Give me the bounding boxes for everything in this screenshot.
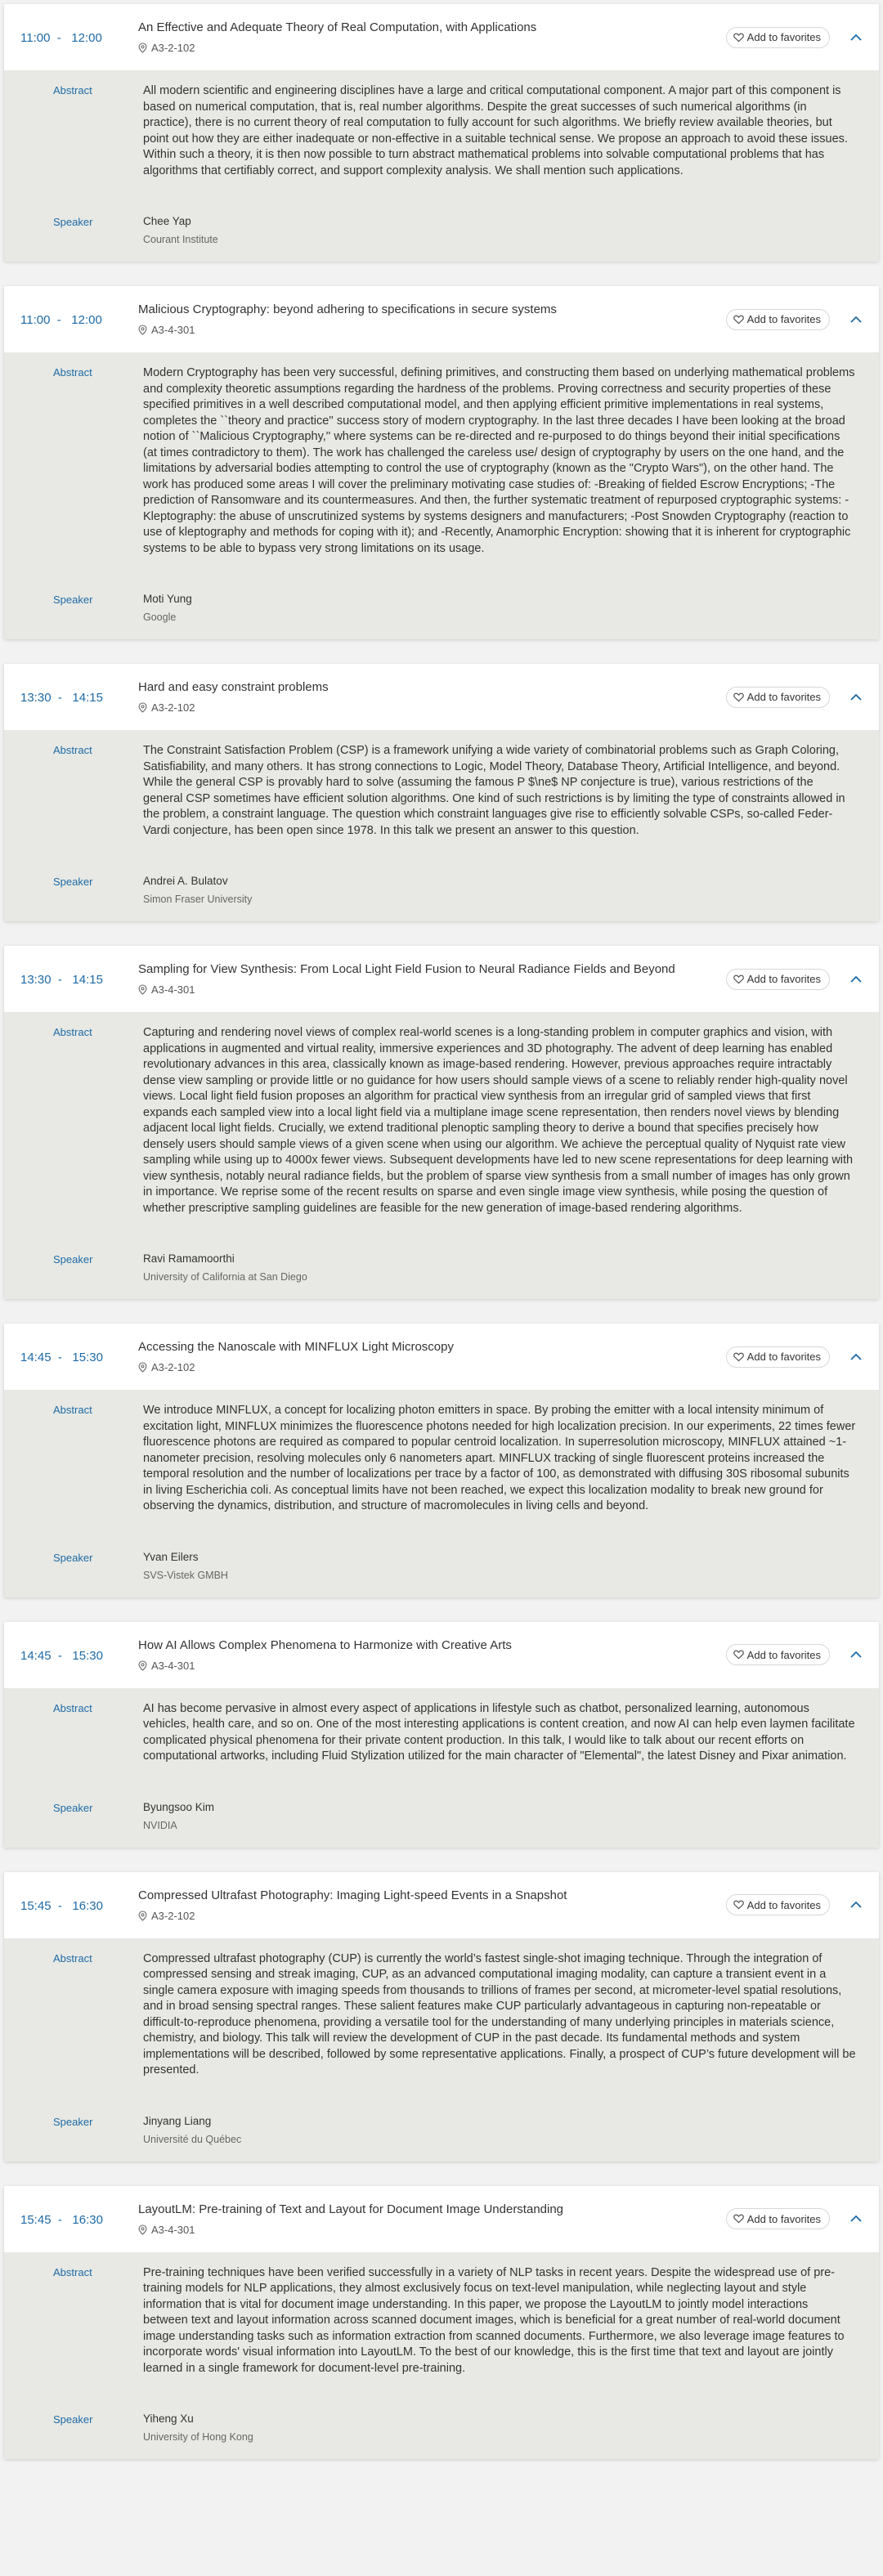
map-pin-icon: [138, 1362, 147, 1373]
add-to-favorites-button[interactable]: [726, 309, 830, 330]
session-time: [20, 1647, 138, 1663]
location-text: A3-2-102: [151, 1909, 195, 1922]
heart-outline-icon: [733, 33, 744, 43]
speaker-row: [20, 1801, 863, 1831]
abstract-text: Pre-training techniques have been verified successfully in a variety of NLP tasks in recent years. Despite the widespread use of pre-training models for NLP applications, they almost exclusively focus on text-level manipulation, while neglecting layout and style information that is vital for document image understanding. In this paper, we propose the LayoutLM to jointly model interactions between text and layout information across scanned document images, which is beneficial for a great number of real-world document image understanding tasks such as information extraction from scanned documents. Furthermore, we also leverage image features to incorporate words' visual information into LayoutLM. To the best of our knowledge, this is the first time that text and layout are jointly learned in a single framework for document-level pre-training.: [143, 2265, 845, 2375]
location-text: A3-4-301: [151, 2223, 195, 2236]
map-pin-icon: [138, 1911, 147, 1921]
end-time: 12:00: [71, 313, 102, 327]
speaker-label: Speaker: [53, 2115, 93, 2128]
session-location: [138, 1910, 726, 1922]
abstract-label: Abstract: [53, 1951, 92, 1964]
session-title: Accessing the Nanoscale with MINFLUX Light Microscopy: [138, 1340, 454, 1354]
speaker-name: Jinyang Liang: [143, 2114, 212, 2127]
session-details: [4, 70, 879, 262]
speaker-info: [143, 215, 863, 245]
session-title: Compressed Ultrafast Photography: Imaging Light-speed Events in a Snapshot: [138, 1888, 567, 1902]
speaker-affiliation: Université du Québec: [143, 2133, 242, 2145]
abstract-label: Abstract: [53, 1404, 92, 1416]
speaker-affiliation: Google: [143, 612, 177, 623]
speaker-row: [20, 1252, 863, 1283]
heart-outline-icon: [733, 1900, 744, 1910]
heart-outline-icon: [733, 692, 744, 702]
favorite-label: Add to favorites: [746, 313, 821, 325]
session-card: [4, 1872, 879, 2162]
speaker-label: Speaker: [53, 1253, 93, 1266]
speaker-name: Andrei A. Bulatov: [143, 875, 228, 887]
speaker-affiliation: Simon Fraser University: [143, 894, 253, 905]
speaker-affiliation: University of California at San Diego: [143, 1271, 307, 1283]
speaker-row: [20, 875, 863, 905]
location-text: A3-2-102: [151, 701, 195, 714]
session-time: [20, 29, 138, 45]
add-to-favorites-button[interactable]: [726, 2208, 830, 2229]
session-time: [20, 1897, 138, 1913]
session-title: Sampling for View Synthesis: From Local Light Field Fusion to Neural Radiance Fields and Beyond: [138, 962, 675, 976]
speaker-affiliation: SVS-Vistek GMBH: [143, 1569, 228, 1581]
chevron-up-icon[interactable]: [849, 1901, 863, 1909]
map-pin-icon: [138, 325, 147, 335]
speaker-name: Yvan Eilers: [143, 1550, 199, 1563]
speaker-row: [20, 2115, 863, 2145]
session-title-block: [138, 1340, 726, 1373]
abstract-label: Abstract: [53, 366, 92, 379]
heart-outline-icon: [733, 1352, 744, 1362]
speaker-info: [143, 1801, 863, 1831]
session-header[interactable]: [4, 1622, 879, 1688]
speaker-info: [143, 1252, 863, 1283]
start-time: 15:45: [20, 1898, 52, 1913]
session-location: [138, 1660, 726, 1672]
time-separator: -: [54, 1898, 69, 1913]
session-time: [20, 2211, 138, 2227]
speaker-row: [20, 593, 863, 623]
abstract-text: Capturing and rendering novel views of complex real-world scenes is a long-standing problem in computer graphics and vision, with applications in augmented and virtual reality, immersive experiences and 3D photography. The advent of deep learning has enabled revolutionary advances in this area, classically known as image-based rendering. However, previous approaches require intractably dense view sampling or provide little or no guidance for how users should sample views of a scene to reliably render high-quality novel views. Local light field fusion proposes an algorithm for practical view synthesis from an irregular grid of sampled views that first expands each sampled view into a local light field via a multiplane image scene representation, then renders novel views by blending adjacent local light fields. Crucially, we extend traditional plenoptic sampling theory to derive a bound that specifies precisely how densely users should sample views of a given scene when using our algorithm. We achieve the perceptual quality of Nyquist rate view sampling while using up to 4000x fewer views. Subsequent developments have led to new scene representations for deep learning with view synthesis, notably neural radiance fields, but the problem of sparse view synthesis from a small number of images has only grown in importance. We reprise some of the recent results on sparse and even single image view synthesis, while posing the question of whether prescriptive sampling guidelines are feasible for the new generation of image-based rendering algorithms.: [143, 1026, 854, 1215]
speaker-info: [143, 1551, 863, 1581]
session-time: [20, 971, 138, 987]
speaker-name: Moti Yung: [143, 593, 192, 605]
heart-outline-icon: [733, 1650, 744, 1660]
add-to-favorites-button[interactable]: [726, 969, 830, 990]
end-time: 15:30: [72, 1351, 103, 1364]
location-text: A3-4-301: [151, 324, 195, 336]
speaker-info: [143, 2115, 863, 2145]
session-title: LayoutLM: Pre-training of Text and Layout for Document Image Understanding: [138, 2202, 564, 2216]
speaker-name: Yiheng Xu: [143, 2412, 194, 2425]
speaker-name: Byungsoo Kim: [143, 1800, 215, 1813]
abstract-row: [20, 365, 863, 557]
session-time: [20, 689, 138, 705]
abstract-text: All modern scientific and engineering disciplines have a large and critical computational component. A major part of this component is based on numerical computation, that is, real number algorithms. Despite the great successes of such numerical algorithms (in practice), there is no current theory of real computation to fully account for such algorithms. We briefly review available theories, but point out how they are either inadequate or non-effective in a suitable technical sense. We propose an approach to avoid these issues. Within such a theory, it is then now possible to turn abstract mathematical problems into solvable computational problems that has algorithms that certifiably correct, and support complexity analysis. We shall mention such applications.: [143, 84, 848, 177]
location-text: A3-4-301: [151, 983, 195, 996]
session-title-block: [138, 680, 726, 714]
session-card: [4, 286, 879, 639]
add-to-favorites-button[interactable]: [726, 1894, 830, 1915]
heart-outline-icon: [733, 2214, 744, 2224]
abstract-row: [20, 83, 863, 179]
abstract-text: Compressed ultrafast photography (CUP) is currently the world’s fastest single-shot imaging technique. Through the integration of compressed sensing and streak imaging, CUP, as an advanced computational imaging modality, can capture a transient event in a single camera exposure with imaging speeds from thousands to trillions of frames per second, at micrometer-level spatial resolutions, and in broad sensing spectral ranges. These salient features make CUP particularly advantageous in capturing non-repeatable or difficult-to-reproduce phenomena, providing a versatile tool for the understanding of many underlying principles in materials science, chemistry, and biology. This talk will review the development of CUP in the past decade. Its fundamental methods and system implementations will be described, followed by some representative applications. Finally, a prospect of CUP’s future development will be presented.: [143, 1951, 856, 2076]
abstract-row: [20, 1025, 863, 1216]
session-title-block: [138, 1888, 726, 1922]
favorite-label: Add to favorites: [746, 31, 821, 43]
abstract-text: We introduce MINFLUX, a concept for localizing photon emitters in space. By probing the emitter with a local intensity minimum of excitation light, MINFLUX minimizes the fluorescence photons needed for high localization precision. In our experiments, 22 times fewer fluorescence photons are required as compared to popular centroid localization. In superresolution microscopy, MINFLUX attained ~1-nanometer precision, resolving molecules only 6 nanometers apart. MINFLUX tracking of single fluorescent proteins increased the temporal resolution and the number of localizations per trace by a factor of 100, as demonstrated with diffusing 30S ribosomal subunits in living Escherichia coli. As conceptual limits have not been reached, we expect this localization modality to break new ground for observing the dynamics, distribution, and structure of macromolecules in living cells and beyond.: [143, 1404, 856, 1512]
start-time: 11:00: [20, 31, 51, 45]
time-separator: -: [54, 1648, 69, 1663]
abstract-label: Abstract: [53, 84, 92, 96]
favorite-label: Add to favorites: [746, 1648, 821, 1661]
favorite-label: Add to favorites: [746, 973, 821, 985]
end-time: 14:15: [72, 973, 103, 987]
session-location: [138, 324, 726, 336]
abstract-row: [20, 743, 863, 839]
map-pin-icon: [138, 1660, 147, 1671]
session-list: [4, 4, 879, 2459]
end-time: 12:00: [71, 31, 102, 45]
favorite-label: Add to favorites: [746, 691, 821, 703]
time-separator: -: [54, 1351, 69, 1364]
session-details: [4, 2252, 879, 2460]
heart-outline-icon: [733, 315, 744, 325]
add-to-favorites-button[interactable]: [726, 687, 830, 708]
session-title-block: [138, 962, 726, 996]
location-text: A3-2-102: [151, 42, 195, 54]
session-details: [4, 1012, 879, 1299]
speaker-label: Speaker: [53, 594, 93, 606]
abstract-row: [20, 1701, 863, 1765]
session-card: [4, 946, 879, 1299]
map-pin-icon: [138, 702, 147, 713]
add-to-favorites-button[interactable]: [726, 27, 830, 48]
session-details: [4, 730, 879, 921]
speaker-label: Speaker: [53, 2413, 93, 2426]
speaker-info: [143, 2412, 863, 2443]
session-title-block: [138, 2202, 726, 2236]
start-time: 15:45: [20, 2212, 52, 2227]
session-header[interactable]: [4, 1872, 879, 1938]
time-separator: -: [54, 973, 69, 987]
abstract-label: Abstract: [53, 1026, 92, 1038]
time-separator: -: [54, 691, 69, 705]
session-card: [4, 1622, 879, 1848]
session-card: [4, 1324, 879, 1597]
speaker-label: Speaker: [53, 1801, 93, 1814]
session-title: How AI Allows Complex Phenomena to Harmonize with Creative Arts: [138, 1637, 512, 1652]
map-pin-icon: [138, 2224, 147, 2235]
session-details: [4, 1938, 879, 2162]
chevron-up-icon[interactable]: [849, 316, 863, 324]
session-header[interactable]: [4, 664, 879, 730]
session-card: [4, 2186, 879, 2460]
speaker-row: [20, 2412, 863, 2443]
session-card: [4, 664, 879, 921]
session-title-block: [138, 20, 726, 54]
session-location: [138, 701, 726, 714]
abstract-row: [20, 1403, 863, 1515]
end-time: 15:30: [72, 1648, 103, 1663]
session-title-block: [138, 1638, 726, 1672]
end-time: 16:30: [72, 1898, 103, 1913]
session-location: [138, 2224, 726, 2236]
favorite-label: Add to favorites: [746, 2212, 821, 2225]
speaker-label: Speaker: [53, 876, 93, 888]
speaker-affiliation: University of Hong Kong: [143, 2431, 253, 2443]
add-to-favorites-button[interactable]: [726, 1346, 830, 1368]
abstract-text: Modern Cryptography has been very successful, defining primitives, and constructing them based on underlying mathematical problems and complexity theoretic assumptions regarding the hardness of the problems. Proving correctness and security properties of these specified primitives in a well described computational model, and then applying efficient primitive implementations in real systems, completes the ``theory and practice'' success story of modern cryptography. In the last three decades I have been looking at the broad notion of ``Malicious Cryptography,'' where systems can be re-directed and re-purposed to do things beyond their initial specifications (at times contradictory to them). The work has challenged the careless use/ design of cryptography by users on the one hand, and the limitations by adversarial bodies attempting to control the use of cryptography (known as the "Crypto Wars"), on the other hand. The work has produced some areas I will cover the preliminary motivating case studies of: -Breaking of fielded Escrow Encryptions; -The prediction of Ransomware and its countermeasures. And then, the further systematic treatment of repurposed cryptographic systems: -Kleptography: the abuse of unscrutinized systems by systems designers and manufacturers; -Post Snowden Cryptography (reaction to use of kleptography and methods for coping with it); and -Recently, Anamorphic Encryption: showing that it is inherent for cryptographic systems to be able to bypass very strong limitations on its usage.: [143, 366, 855, 555]
session-header[interactable]: [4, 2186, 879, 2252]
chevron-up-icon[interactable]: [849, 1353, 863, 1361]
session-time: [20, 311, 138, 327]
location-text: A3-2-102: [151, 1361, 195, 1373]
map-pin-icon: [138, 984, 147, 995]
speaker-row: [20, 1551, 863, 1581]
start-time: 14:45: [20, 1648, 52, 1663]
heart-outline-icon: [733, 974, 744, 984]
chevron-up-icon[interactable]: [849, 975, 863, 983]
abstract-label: Abstract: [53, 744, 92, 756]
end-time: 14:15: [72, 691, 103, 705]
session-time: [20, 1349, 138, 1364]
session-header[interactable]: [4, 946, 879, 1012]
chevron-up-icon[interactable]: [849, 693, 863, 701]
speaker-name: Ravi Ramamoorthi: [143, 1252, 235, 1265]
session-header[interactable]: [4, 286, 879, 352]
time-separator: -: [53, 313, 69, 327]
speaker-info: [143, 875, 863, 905]
session-details: [4, 352, 879, 639]
session-title-block: [138, 302, 726, 336]
time-separator: -: [54, 2212, 69, 2227]
start-time: 13:30: [20, 691, 52, 705]
end-time: 16:30: [72, 2212, 103, 2227]
favorite-label: Add to favorites: [746, 1351, 821, 1363]
speaker-info: [143, 593, 863, 623]
speaker-affiliation: Courant Institute: [143, 234, 218, 245]
map-pin-icon: [138, 43, 147, 53]
speaker-label: Speaker: [53, 216, 93, 228]
session-header[interactable]: [4, 4, 879, 70]
session-details: [4, 1390, 879, 1597]
abstract-row: [20, 2265, 863, 2377]
start-time: 14:45: [20, 1351, 52, 1364]
favorite-label: Add to favorites: [746, 1898, 821, 1911]
session-title: Malicious Cryptography: beyond adhering to specifications in secure systems: [138, 302, 557, 316]
abstract-label: Abstract: [53, 1701, 92, 1714]
speaker-name: Chee Yap: [143, 215, 191, 227]
time-separator: -: [53, 31, 69, 45]
session-location: [138, 1361, 726, 1373]
abstract-text: The Constraint Satisfaction Problem (CSP) is a framework unifying a wide variety of combinatorial problems such as Graph Coloring, Satisfiability, and many others. It has strong connections to Logic, Model Theory, Database Theory, Artificial Intelligence, and beyond. While the general CSP is provably hard to solve (assuming the famous P $\ne$ NP conjecture is true), various restrictions of the general CSP sometimes have efficient solution algorithms. One kind of such restrictions is by limiting the type of constraints allowed in the problem, a constraint language. The question which constraint languages give rise to efficiently solvable CSPs, so-called Feder-Vardi conjecture, has been open since 1978. In this talk we present an answer to this question.: [143, 744, 845, 837]
abstract-row: [20, 1951, 863, 2079]
session-details: [4, 1688, 879, 1848]
session-location: [138, 42, 726, 54]
abstract-label: Abstract: [53, 2265, 92, 2278]
session-title: An Effective and Adequate Theory of Real Computation, with Applications: [138, 20, 537, 34]
session-header[interactable]: [4, 1324, 879, 1390]
speaker-row: [20, 215, 863, 245]
abstract-text: AI has become pervasive in almost every aspect of applications in lifestyle such as chatbot, personalized learning, autonomous vehicles, health care, and so on. One of the most interesting applications is content creation, and now AI can help even laymen facilitate complicated physical phenomena for their private content production. In this talk, I would like to talk about our recent efforts on computational artworks, including Fluid Stylization utilized for the main character of "Elemental", the latest Disney and Pixar animation.: [143, 1701, 855, 1763]
speaker-affiliation: NVIDIA: [143, 1819, 177, 1831]
speaker-label: Speaker: [53, 1551, 93, 1564]
session-card: [4, 4, 879, 262]
session-location: [138, 983, 726, 996]
session-title: Hard and easy constraint problems: [138, 680, 329, 694]
chevron-up-icon[interactable]: [849, 2215, 863, 2223]
start-time: 11:00: [20, 313, 51, 327]
chevron-up-icon[interactable]: [849, 1651, 863, 1659]
location-text: A3-4-301: [151, 1659, 195, 1672]
start-time: 13:30: [20, 973, 52, 987]
chevron-up-icon[interactable]: [849, 34, 863, 42]
add-to-favorites-button[interactable]: [726, 1644, 830, 1665]
